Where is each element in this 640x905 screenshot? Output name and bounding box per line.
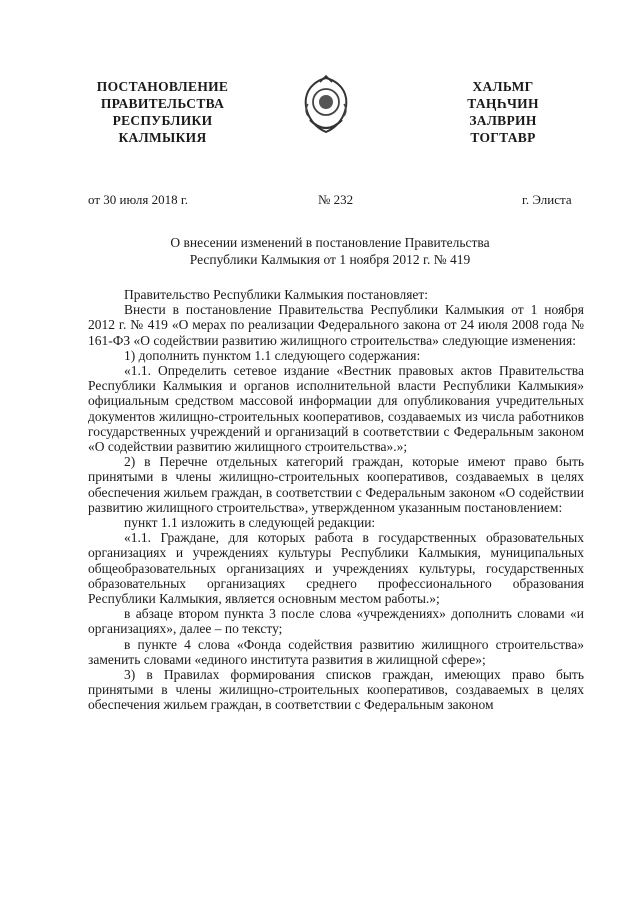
body-paragraph: 2) в Перечне отдельных категорий граждан, которые имеют право быть принятыми в члены жилищно-строительных кооперативов, создаваемых в целях обеспечения жильем граждан, в соответствии с Федеральным законом «О содействии развитию жилищного строительства», утвержденном указанным постановлением: [88, 454, 584, 515]
body-paragraph: «1.1. Определить сетевое издание «Вестник правовых актов Правительства Республики Калмыкия и органов исполнительной власти Республики Калмыкия» официальным средством массовой информации для опубликования учредительных документов жилищно-строительных кооперативов, создаваемых из числа работников государственных учреждений и организаций в соответствии с Федеральным законом «О содействии развитию жилищного строительства».»; [88, 363, 584, 455]
header-right-line: ХАЛЬМГ [472, 79, 534, 94]
body-paragraph: Внести в постановление Правительства Республики Калмыкия от 1 ноября 2012 г. № 419 «О мерах по реализации Федерального закона от 24 июля 2008 года № 161-ФЗ «О содействии развитию жилищного строительства» следующие изменения: [88, 302, 584, 348]
header-right-line: ТАҢҺЧИН [467, 96, 539, 111]
body-paragraph: в пункте 4 слова «Фонда содействия развитию жилищного строительства» заменить словами «единого института развития в жилищной сфере»; [88, 636, 584, 667]
body-paragraph: «1.1. Граждане, для которых работа в государственных образовательных организациях и учреждениях культуры Республики Калмыкия, муниципальных общеобразовательных организациях и учреждениях культуры, государственных образовательных организациях среднего профессионального образования Республики Калмыкия, является основным местом работы.»; [88, 530, 584, 607]
body-paragraph: 1) дополнить пунктом 1.1 следующего содержания: [124, 347, 421, 363]
body-paragraph: пункт 1.1 изложить в следующей редакции: [124, 515, 376, 531]
document-city: г. Элиста [522, 192, 572, 207]
body-paragraph: 3) в Правилах формирования списков граждан, имеющих право быть принятыми в члены жилищно-строительных кооперативов, создаваемых в целях обеспечения жильем граждан, в соответствии с Федеральным законом [88, 667, 584, 713]
document-number: № 232 [318, 192, 354, 207]
document-title [130, 234, 530, 268]
kalmykia-coat-of-arms-icon [300, 74, 352, 136]
title-line: О внесении изменений в постановление Правительства [170, 235, 490, 250]
body-paragraph: в абзаце втором пункта 3 после слова «учреждениях» дополнить словами «и организациях», далее – по тексту; [88, 606, 584, 637]
header-right-kalmyk [448, 78, 558, 146]
header-left-line: КАЛМЫКИЯ [118, 130, 207, 145]
title-line: Республики Калмыкия от 1 ноября 2012 г. № 419 [189, 252, 471, 267]
header-right-line: ЗАЛВРИН [469, 113, 537, 128]
header-right-line: ТОГТАВР [470, 130, 536, 145]
body-paragraph: Правительство Республики Калмыкия постановляет: [124, 287, 429, 302]
header-left-line: РЕСПУБЛИКИ [112, 113, 213, 128]
header-left-russian [80, 78, 245, 146]
header-left-line: ПРАВИТЕЛЬСТВА [100, 96, 225, 111]
document-body [88, 287, 584, 713]
document-date: от 30 июля 2018 г. [88, 192, 188, 207]
header-left-line: ПОСТАНОВЛЕНИЕ [96, 79, 229, 94]
